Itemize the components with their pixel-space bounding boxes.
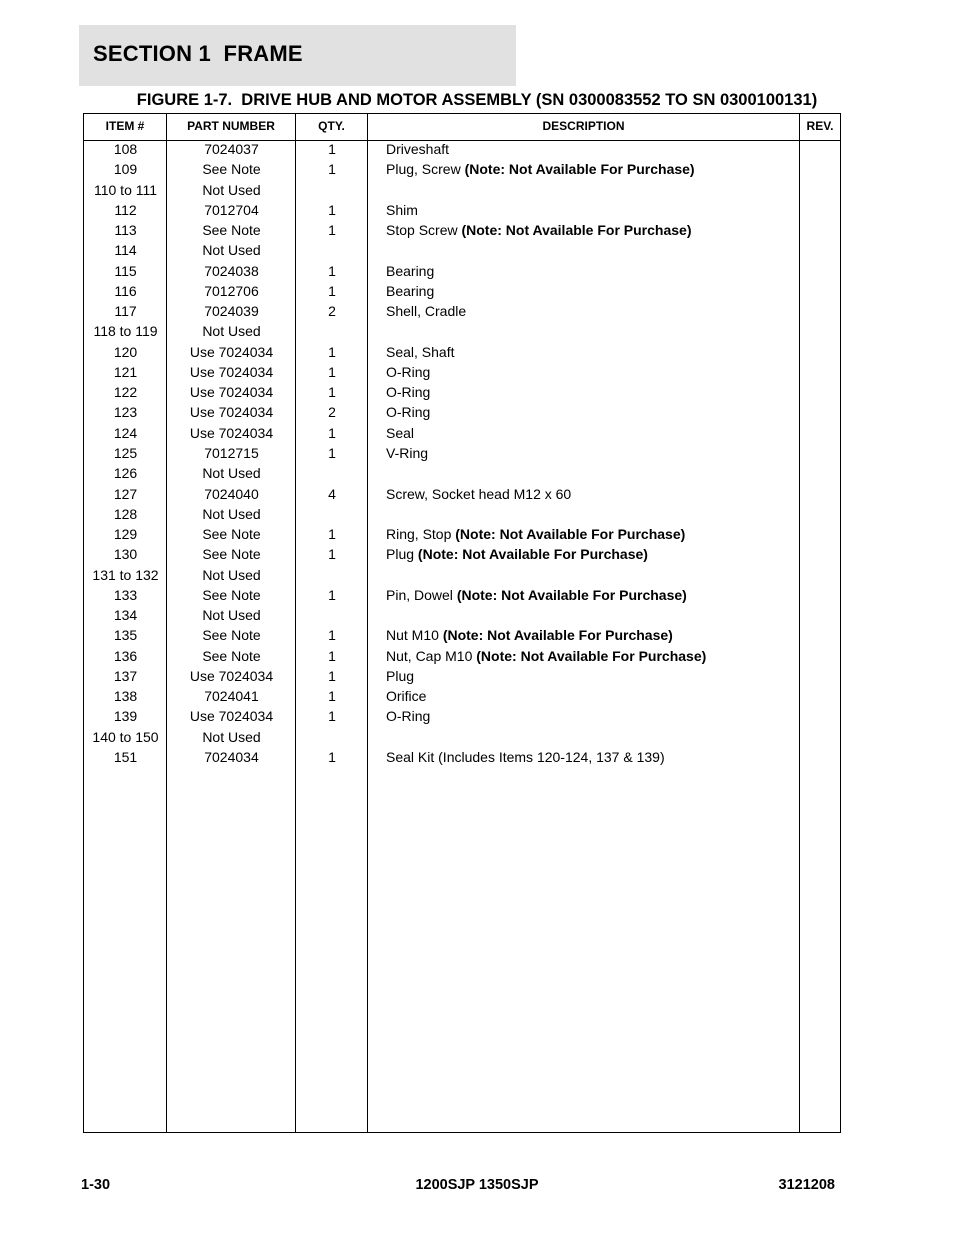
table-row — [84, 202, 840, 222]
item-number: 125 — [113, 444, 138, 461]
table-row — [84, 182, 840, 202]
description — [386, 182, 796, 202]
table-row — [84, 749, 840, 769]
table-row — [84, 729, 840, 749]
part-number: 7012706 — [204, 282, 259, 299]
table-row — [84, 465, 840, 485]
table-row — [84, 384, 840, 404]
description — [386, 688, 796, 708]
description — [386, 425, 796, 445]
quantity: 1 — [328, 222, 336, 239]
quantity: 1 — [328, 201, 336, 218]
model-name: 1200SJP 1350SJP — [415, 1177, 539, 1193]
item-number: 134 — [113, 607, 138, 624]
item-number: 117 — [114, 303, 137, 320]
description — [386, 323, 796, 343]
purchase-note: (Note: Not Available For Purchase) — [442, 627, 673, 644]
table-row — [84, 222, 840, 242]
description — [386, 587, 796, 607]
description-text: V-Ring — [386, 444, 429, 461]
description-text: Stop Screw — [386, 222, 462, 239]
description-text: O-Ring — [386, 708, 431, 725]
part-number: Not Used — [202, 728, 261, 745]
table-row — [84, 323, 840, 343]
description-text: Orifice — [386, 688, 427, 705]
table-row — [84, 263, 840, 283]
table-row — [84, 526, 840, 546]
item-number: 151 — [113, 748, 138, 765]
part-number: See Note — [202, 647, 261, 664]
description-text: Pin, Dowel — [386, 586, 457, 603]
table-row — [84, 425, 840, 445]
description-text: Bearing — [386, 282, 435, 299]
item-number: 131 to 132 — [92, 566, 159, 583]
part-number: 7024040 — [204, 485, 259, 502]
quantity: 1 — [328, 526, 336, 543]
part-number: See Note — [202, 586, 261, 603]
part-number: Use 7024034 — [189, 667, 274, 684]
table-row — [84, 688, 840, 708]
description — [386, 263, 796, 283]
quantity: 1 — [328, 647, 336, 664]
description-text: O-Ring — [386, 384, 431, 401]
document-number: 3121208 — [778, 1177, 835, 1193]
purchase-note: (Note: Not Available For Purchase) — [417, 546, 648, 563]
purchase-note: (Note: Not Available For Purchase) — [461, 222, 692, 239]
quantity: 1 — [328, 546, 336, 563]
quantity: 1 — [328, 141, 336, 157]
description — [386, 526, 796, 546]
item-number: 137 — [113, 667, 138, 684]
table-row — [84, 404, 840, 424]
parts-table — [83, 113, 841, 1133]
quantity — [296, 729, 368, 749]
part-number: Use 7024034 — [189, 363, 274, 380]
item-number: 136 — [113, 647, 138, 664]
part-number: Not Used — [202, 323, 261, 340]
description-text: Plug — [386, 546, 418, 563]
description-text: Ring, Stop — [386, 526, 456, 543]
quantity: 1 — [328, 708, 336, 725]
table-row — [84, 486, 840, 506]
description — [386, 445, 796, 465]
quantity: 1 — [328, 262, 336, 279]
description-text: Driveshaft — [386, 141, 450, 157]
description — [386, 222, 796, 242]
item-number: 126 — [113, 465, 138, 482]
quantity — [296, 242, 368, 262]
description-text: Screw, Socket head M12 x 60 — [386, 485, 572, 502]
description-text: Shim — [386, 201, 418, 218]
item-number: 129 — [113, 526, 138, 543]
item-number: 114 — [114, 242, 137, 259]
description-text: Bearing — [386, 262, 435, 279]
part-number: 7024041 — [204, 688, 259, 705]
quantity — [296, 567, 368, 587]
table-row — [84, 627, 840, 647]
description-text: Plug — [386, 667, 415, 684]
description-text: Seal Kit (Includes Items 120-124, 137 & 139) — [386, 748, 665, 765]
table-row — [84, 445, 840, 465]
description-text: Plug, Screw — [386, 161, 465, 178]
table-row — [84, 668, 840, 688]
description-text: O-Ring — [386, 404, 431, 421]
description-text: Nut, Cap M10 — [386, 647, 477, 664]
item-number: 138 — [113, 688, 138, 705]
part-number: Not Used — [202, 505, 261, 522]
purchase-note: (Note: Not Available For Purchase) — [456, 586, 687, 603]
quantity: 1 — [328, 282, 336, 299]
section-header — [79, 25, 516, 86]
item-number: 130 — [113, 546, 138, 563]
quantity: 1 — [328, 748, 336, 765]
item-number: 139 — [113, 708, 138, 725]
table-row — [84, 364, 840, 384]
header-part-number: PART NUMBER — [187, 119, 275, 133]
part-number: 7012704 — [204, 201, 259, 218]
quantity: 1 — [328, 667, 336, 684]
table-row — [84, 161, 840, 181]
description — [386, 749, 796, 769]
table-row — [84, 303, 840, 323]
part-number: See Note — [202, 627, 261, 644]
part-number: Not Used — [202, 181, 261, 198]
description — [386, 607, 796, 627]
description-text: Shell, Cradle — [386, 303, 467, 320]
header-description: DESCRIPTION — [542, 119, 625, 133]
description — [386, 242, 796, 262]
part-number: Not Used — [202, 566, 261, 583]
item-number: 122 — [113, 384, 138, 401]
purchase-note: (Note: Not Available For Purchase) — [455, 526, 686, 543]
page-number: 1-30 — [81, 1177, 111, 1193]
part-number: 7024038 — [204, 262, 259, 279]
item-number: 118 to 119 — [93, 323, 158, 340]
part-number: 7024039 — [204, 303, 259, 320]
description — [386, 344, 796, 364]
purchase-note: (Note: Not Available For Purchase) — [476, 647, 707, 664]
part-number: Use 7024034 — [189, 708, 274, 725]
description-text: Seal — [386, 424, 415, 441]
part-number: See Note — [202, 161, 261, 178]
item-number: 120 — [113, 343, 138, 360]
part-number: 7024034 — [204, 748, 259, 765]
quantity: 4 — [328, 485, 336, 502]
description — [386, 202, 796, 222]
part-number: See Note — [202, 222, 261, 239]
item-number: 116 — [114, 282, 137, 299]
part-number: Use 7024034 — [189, 424, 274, 441]
quantity: 1 — [328, 424, 336, 441]
quantity: 2 — [328, 404, 336, 421]
item-number: 135 — [113, 627, 138, 644]
item-number: 128 — [113, 505, 138, 522]
description — [386, 546, 796, 566]
table-row — [84, 344, 840, 364]
table-row — [84, 242, 840, 262]
header-item: ITEM # — [105, 119, 145, 133]
description — [386, 708, 796, 728]
header-qty: QTY. — [318, 119, 345, 133]
table-row — [84, 283, 840, 303]
table-body — [84, 141, 840, 769]
item-number: 110 to 111 — [93, 181, 158, 198]
purchase-note: (Note: Not Available For Purchase) — [464, 161, 695, 178]
part-number: See Note — [202, 546, 261, 563]
quantity: 1 — [328, 384, 336, 401]
item-number: 108 — [113, 141, 138, 157]
description — [386, 283, 796, 303]
quantity — [296, 323, 368, 343]
table-row — [84, 648, 840, 668]
description — [386, 364, 796, 384]
table-row — [84, 587, 840, 607]
item-number: 121 — [113, 363, 138, 380]
quantity — [296, 506, 368, 526]
description — [386, 729, 796, 749]
quantity — [296, 465, 368, 485]
figure-title: FIGURE 1-7. DRIVE HUB AND MOTOR ASSEMBLY (SN 0300083552 TO SN 0300100131) — [136, 91, 818, 109]
item-number: 133 — [113, 586, 138, 603]
description — [386, 161, 796, 181]
item-number: 123 — [113, 404, 138, 421]
description — [386, 303, 796, 323]
table-row — [84, 567, 840, 587]
description — [386, 648, 796, 668]
part-number: Use 7024034 — [189, 343, 274, 360]
item-number: 109 — [113, 161, 138, 178]
quantity — [296, 182, 368, 202]
description — [386, 627, 796, 647]
table-row — [84, 708, 840, 728]
description — [386, 668, 796, 688]
part-number: 7024037 — [204, 141, 259, 157]
description — [386, 567, 796, 587]
quantity — [296, 607, 368, 627]
quantity: 1 — [328, 363, 336, 380]
quantity: 1 — [328, 627, 336, 644]
section-title: SECTION 1 FRAME — [93, 41, 303, 66]
quantity: 1 — [328, 161, 336, 178]
part-number: Not Used — [202, 465, 261, 482]
description — [386, 465, 796, 485]
item-number: 112 — [114, 201, 137, 218]
item-number: 124 — [113, 424, 138, 441]
table-row — [84, 546, 840, 566]
quantity: 1 — [328, 343, 336, 360]
part-number: Use 7024034 — [189, 384, 274, 401]
table-row — [84, 141, 840, 161]
description-text: Nut M10 — [386, 627, 443, 644]
item-number: 127 — [113, 485, 138, 502]
description — [386, 486, 796, 506]
description — [386, 384, 796, 404]
description — [386, 506, 796, 526]
table-row — [84, 506, 840, 526]
description — [386, 141, 796, 161]
part-number: Not Used — [202, 607, 261, 624]
table-row — [84, 607, 840, 627]
item-number: 113 — [114, 222, 137, 239]
quantity: 1 — [328, 688, 336, 705]
table-header — [84, 114, 840, 141]
description-text: Seal, Shaft — [386, 343, 455, 360]
part-number: See Note — [202, 526, 261, 543]
quantity: 1 — [328, 586, 336, 603]
header-rev: REV. — [806, 119, 834, 133]
quantity: 2 — [328, 303, 336, 320]
quantity: 1 — [328, 444, 336, 461]
item-number: 115 — [114, 262, 137, 279]
description-text: O-Ring — [386, 363, 431, 380]
item-number: 140 to 150 — [92, 728, 159, 745]
description — [386, 404, 796, 424]
part-number: Not Used — [202, 242, 261, 259]
part-number: 7012715 — [204, 444, 259, 461]
part-number: Use 7024034 — [189, 404, 274, 421]
